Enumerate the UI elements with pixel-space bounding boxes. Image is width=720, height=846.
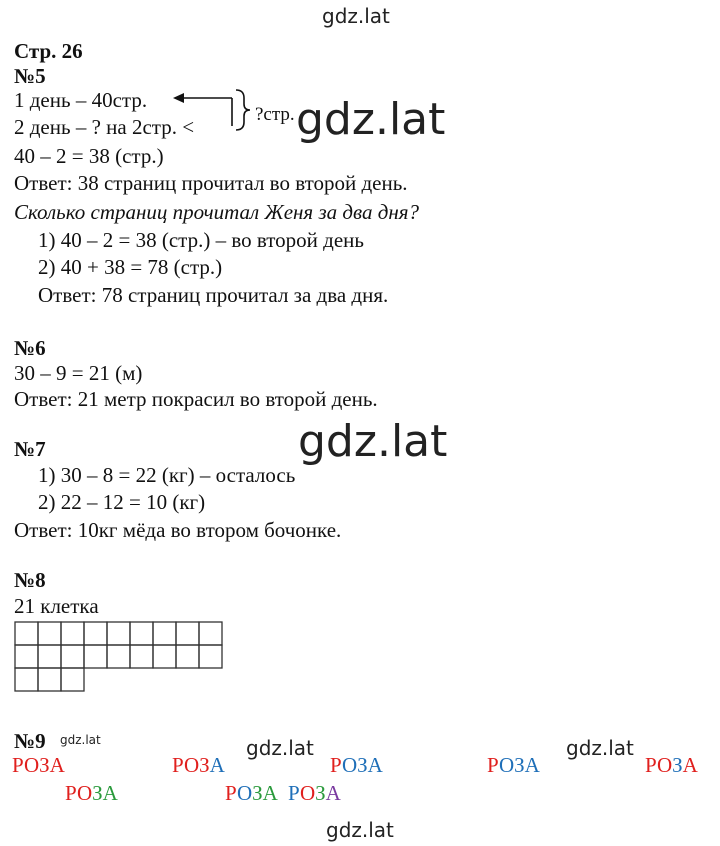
rose-letter: Р (288, 781, 300, 805)
grid-cell (199, 645, 222, 668)
task5-calc: 40 – 2 = 38 (стр.) (14, 144, 164, 168)
rose-letter: А (49, 753, 65, 777)
task6-number: №6 (14, 336, 46, 360)
task7-number: №7 (14, 437, 46, 461)
grid-cell (107, 622, 130, 645)
rose-word (645, 753, 698, 777)
grid-cell (84, 645, 107, 668)
page-heading: Стр. 26 (14, 39, 83, 63)
watermark-mid-right: gdz.lat (566, 736, 634, 760)
task5-question: Сколько страниц прочитал Женя за два дня? (14, 200, 420, 224)
rose-letter: О (23, 753, 40, 777)
rose-letter: А (524, 753, 540, 777)
grid-cell (15, 668, 38, 691)
rose-letter: Р (645, 753, 657, 777)
rose-letter: О (299, 781, 316, 805)
rose-letter: Р (487, 753, 499, 777)
grid-cell (15, 645, 38, 668)
rose-letter: Р (225, 781, 237, 805)
task5-number: №5 (14, 64, 46, 88)
rose-word (330, 753, 383, 777)
grid-cell (38, 645, 61, 668)
task5-condition-line2: 2 день – ? на 2стр. < (14, 115, 195, 139)
rose-letter: Р (330, 753, 342, 777)
rose-letter: З (92, 781, 103, 805)
grid-cell (176, 645, 199, 668)
task6-calc: 30 – 9 = 21 (м) (14, 361, 143, 385)
grid-cell (130, 645, 153, 668)
watermark-large: gdz.lat (296, 94, 446, 145)
grid-cell (15, 622, 38, 645)
grid-cell (38, 668, 61, 691)
rose-letter: О (76, 781, 93, 805)
rose-word (12, 753, 65, 777)
task8-number: №8 (14, 568, 46, 592)
rose-word (225, 781, 278, 805)
rose-letter: А (262, 781, 278, 805)
rose-word (487, 753, 540, 777)
task6-answer: Ответ: 21 метр покрасил во второй день. (14, 387, 378, 411)
task5-brace-label: ?стр. (255, 104, 295, 125)
rose-letter: З (315, 781, 326, 805)
task8-cell-grid (14, 621, 226, 693)
rose-letter: З (357, 753, 368, 777)
task5-answer: Ответ: 38 страниц прочитал во второй день. (14, 171, 408, 195)
grid-cell (61, 622, 84, 645)
rose-letter: З (514, 753, 525, 777)
rose-letter: Р (65, 781, 77, 805)
grid-cell (84, 622, 107, 645)
grid-cell (107, 645, 130, 668)
task5-diagram-arrows (170, 86, 260, 136)
rose-letter: Р (12, 753, 24, 777)
task5-answer2: Ответ: 78 страниц прочитал за два дня. (38, 283, 389, 307)
task5-condition-line1: 1 день – 40стр. (14, 88, 148, 112)
task5-step2: 2) 40 + 38 = 78 (стр.) (38, 255, 223, 279)
grid-cell (153, 622, 176, 645)
rose-letter: З (672, 753, 683, 777)
rose-letter: Р (172, 753, 184, 777)
rose-letter: А (325, 781, 341, 805)
rose-word (172, 753, 225, 777)
rose-letter: О (183, 753, 200, 777)
rose-word (65, 781, 118, 805)
task7-step2: 2) 22 – 12 = 10 (кг) (38, 490, 206, 514)
task8-label: 21 клетка (14, 594, 99, 618)
rose-letter: А (209, 753, 225, 777)
grid-cell (153, 645, 176, 668)
watermark-large: gdz.lat (298, 416, 448, 467)
rose-word (288, 781, 341, 805)
grid-cell (61, 645, 84, 668)
grid-cell (38, 622, 61, 645)
rose-letter: А (102, 781, 118, 805)
rose-letter: А (682, 753, 698, 777)
task5-step1: 1) 40 – 2 = 38 (стр.) – во второй день (38, 228, 364, 252)
watermark-bottom: gdz.lat (326, 818, 394, 842)
watermark-tiny: gdz.lat (60, 733, 101, 747)
rose-letter: З (39, 753, 50, 777)
grid-cell (199, 622, 222, 645)
rose-letter: О (236, 781, 253, 805)
watermark-top: gdz.lat (322, 4, 390, 28)
rose-letter: З (252, 781, 263, 805)
task9-number: №9 (14, 729, 46, 753)
rose-letter: О (341, 753, 358, 777)
rose-letter: О (498, 753, 515, 777)
grid-cell (176, 622, 199, 645)
grid-cell (61, 668, 84, 691)
rose-letter: А (367, 753, 383, 777)
watermark-mid-left: gdz.lat (246, 736, 314, 760)
grid-cell (130, 622, 153, 645)
task7-step1: 1) 30 – 8 = 22 (кг) – осталось (38, 463, 296, 487)
task7-answer: Ответ: 10кг мёда во втором бочонке. (14, 518, 342, 542)
rose-letter: З (199, 753, 210, 777)
rose-letter: О (656, 753, 673, 777)
